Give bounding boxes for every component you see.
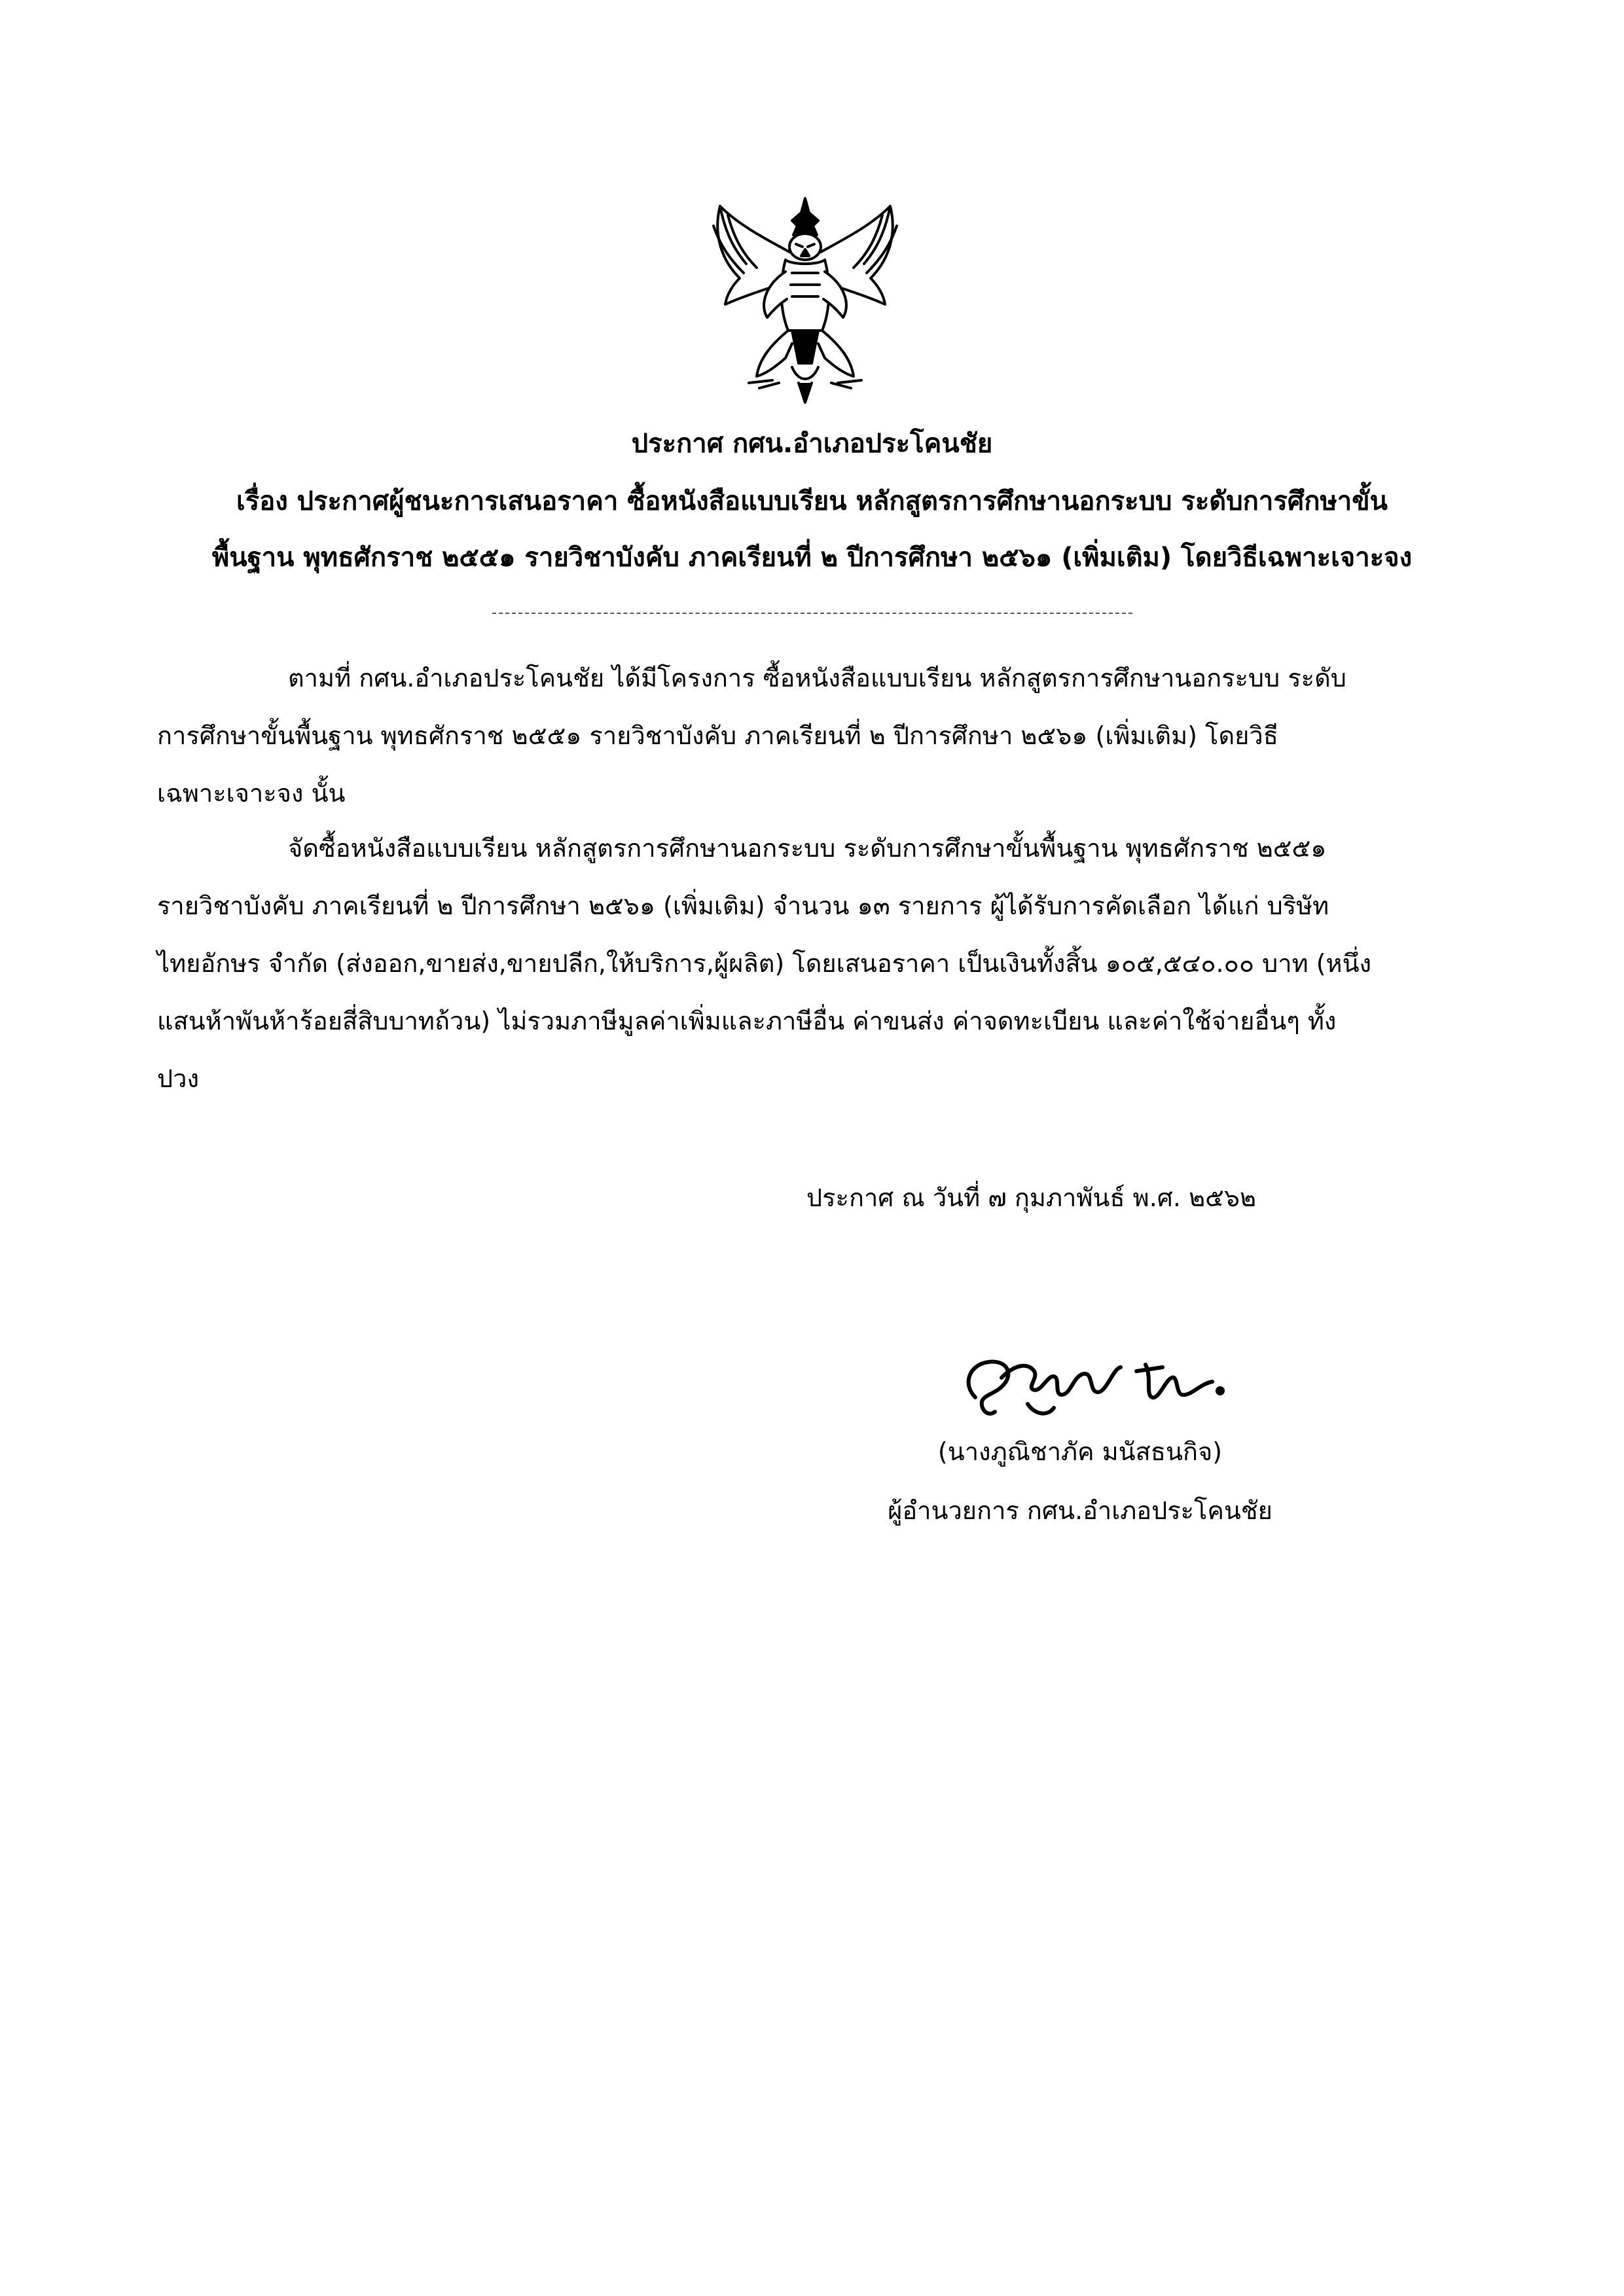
paragraph-2-line: ไทยอักษร จำกัด (ส่งออก,ขายส่ง,ขายปลีก,ให้บริการ,ผู้ผลิต) โดยเสนอราคา เป็นเงินทั้งสิ้น ๑๐๕,๕๔๐.๐๐ บาท (หนึ่ง bbox=[157, 949, 1372, 978]
paragraph-2-line: แสนห้าพันห้าร้อยสี่สิบบาทถ้วน) ไม่รวมภาษีมูลค่าเพิ่มและภาษีอื่น ค่าขนส่ง ค่าจดทะเบียน และค่าใช้จ่ายอื่นๆ ทั้ง bbox=[157, 1007, 1337, 1035]
signatory-position: ผู้อำนวยการ กศน.อำเภอประโคนชัย bbox=[888, 1496, 1272, 1525]
dashed-separator bbox=[492, 613, 1132, 614]
paragraph-1-line: เฉพาะเจาะจง นั้น bbox=[157, 779, 346, 808]
announcement-subject-line: พื้นฐาน พุทธศักราช ๒๕๕๑ รายวิชาบังคับ ภาคเรียนที่ ๒ ปีการศึกษา ๒๕๖๑ (เพิ่มเติม) โดยวิธีเฉพาะเจาะจง bbox=[211, 543, 1413, 573]
signatory-name: (นางภูณิชาภัค มนัสธนกิจ) bbox=[937, 1437, 1223, 1466]
signature-image bbox=[956, 1338, 1231, 1430]
paragraph-1-line: ตามที่ กศน.อำเภอประโคนชัย ได้มีโครงการ ซื้อหนังสือแบบเรียน หลักสูตรการศึกษานอกระบบ ระดับ bbox=[288, 664, 1346, 692]
announcement-date: ประกาศ ณ วันที่ ๗ กุมภาพันธ์ พ.ศ. ๒๕๖๒ bbox=[806, 1183, 1257, 1212]
announcement-title: ประกาศ กศน.อำเภอประโคนชัย bbox=[631, 429, 993, 459]
paragraph-1-line: การศึกษาขั้นพื้นฐาน พุทธศักราช ๒๕๕๑ รายวิชาบังคับ ภาคเรียนที่ ๒ ปีการศึกษา ๒๕๖๑ (เพิ่มเติม) โดยวิธี bbox=[157, 721, 1278, 750]
announcement-subject-line: เรื่อง ประกาศผู้ชนะการเสนอราคา ซื้อหนังสือแบบเรียน หลักสูตรการศึกษานอกระบบ ระดับการศึกษาขั้น bbox=[236, 486, 1388, 516]
paragraph-2-line: รายวิชาบังคับ ภาคเรียนที่ ๒ ปีการศึกษา ๒๕๖๑ (เพิ่มเติม) จำนวน ๑๓ รายการ ผู้ได้รับการคัดเลือก ได้แก่ บริษัท bbox=[157, 891, 1329, 920]
paragraph-2-line: จัดซื้อหนังสือแบบเรียน หลักสูตรการศึกษานอกระบบ ระดับการศึกษาขั้นพื้นฐาน พุทธศักราช ๒๕๕๑ bbox=[288, 834, 1327, 863]
garuda-emblem-icon bbox=[694, 187, 916, 416]
paragraph-2-line: ปวง bbox=[157, 1064, 200, 1093]
